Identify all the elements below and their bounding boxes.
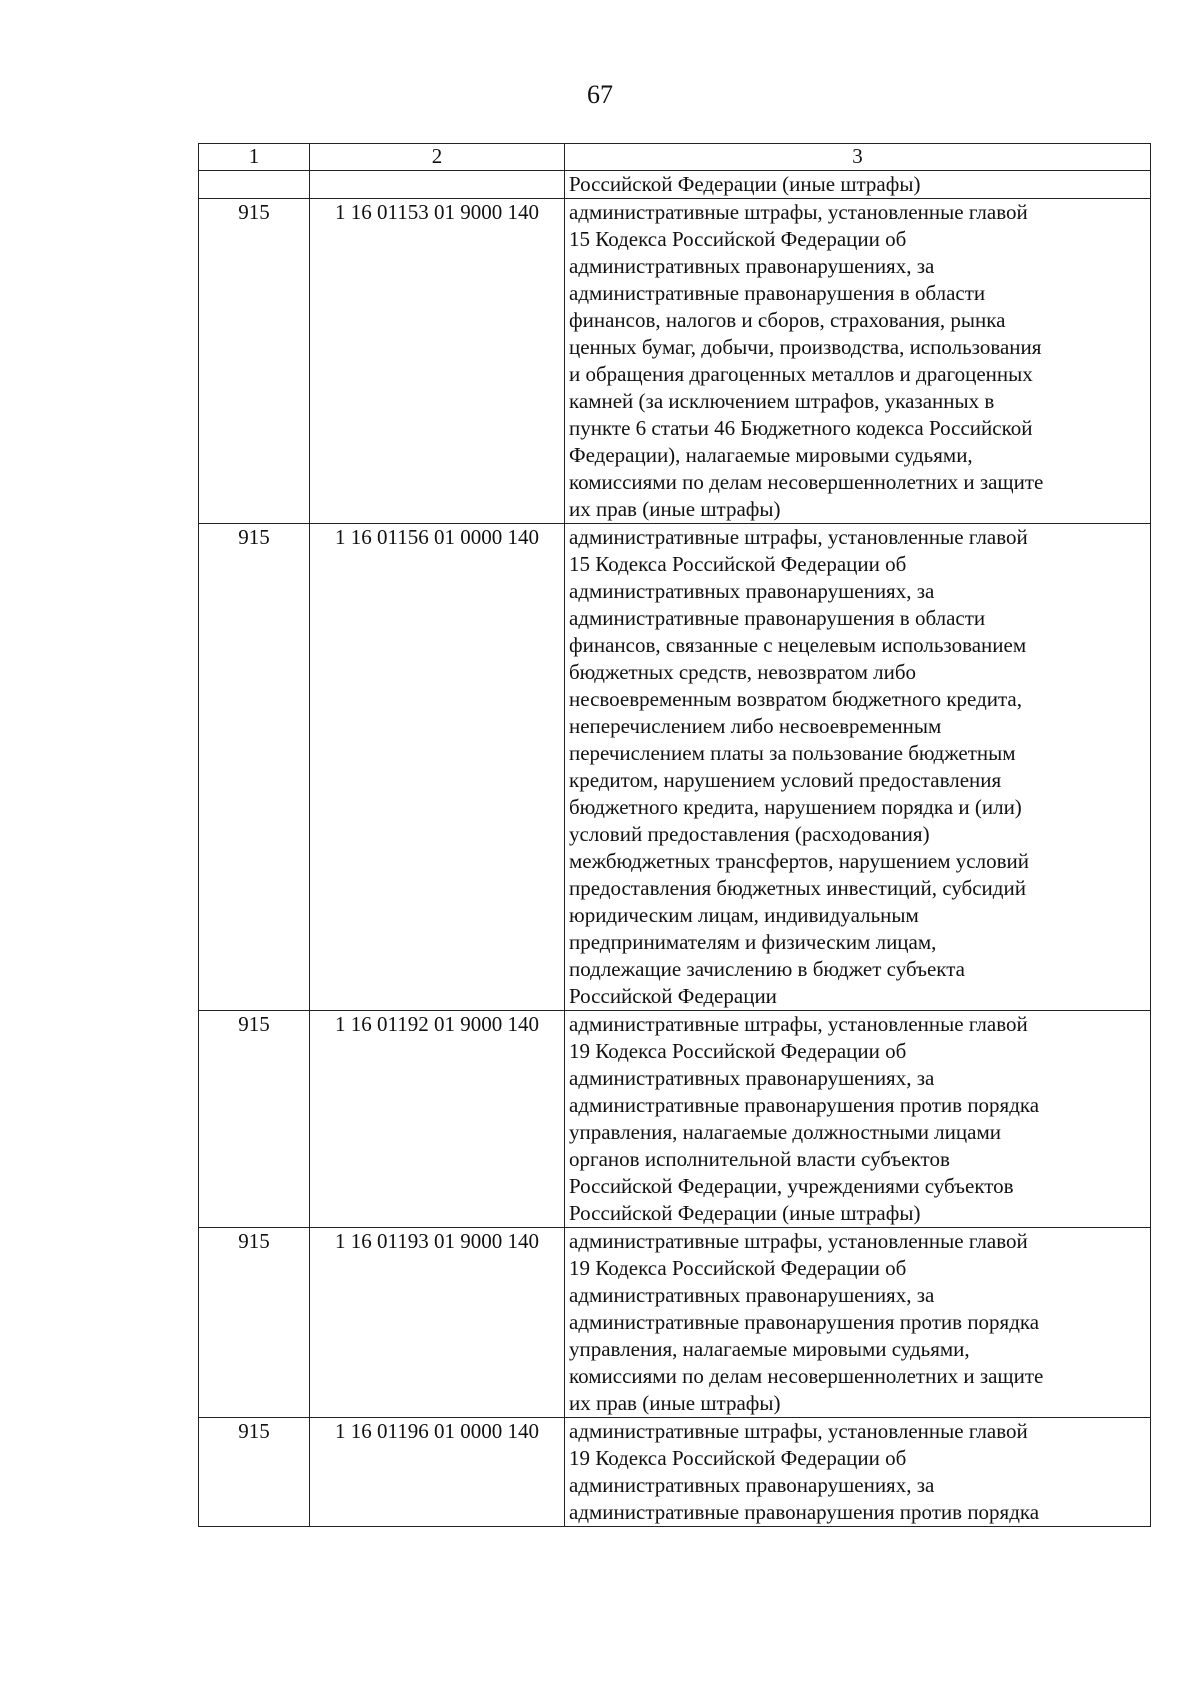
revenue-name-line: административных правонарушениях, за — [569, 1473, 935, 1497]
revenue-name-cell — [565, 524, 1151, 1011]
revenue-name-line: пункте 6 статьи 46 Бюджетного кодекса Российской — [569, 416, 1033, 440]
revenue-name-line: несвоевременным возвратом бюджетного кредита, — [569, 687, 1022, 711]
revenue-name-line: комиссиями по делам несовершеннолетних и защите — [569, 470, 1044, 494]
revenue-name-line: перечислением платы за пользование бюджетным — [569, 741, 1016, 765]
revenue-name-line: 19 Кодекса Российской Федерации об — [569, 1446, 907, 1470]
revenue-name-line: 19 Кодекса Российской Федерации об — [569, 1039, 907, 1063]
revenue-name-cell — [565, 199, 1151, 524]
revenue-name-cell — [565, 1418, 1151, 1527]
table-row — [199, 199, 1151, 524]
revenue-name-line: предпринимателям и физическим лицам, — [569, 930, 937, 954]
admin-code-cell: 915 — [199, 199, 310, 524]
revenue-name-line: административные штрафы, установленные главой — [569, 1012, 1028, 1036]
revenue-name-line: органов исполнительной власти субъектов — [569, 1147, 950, 1171]
revenue-name-line: административные правонарушения против порядка — [569, 1500, 1040, 1524]
continuation-text-line: Российской Федерации (иные штрафы) — [569, 172, 921, 196]
admin-code-cell: 915 — [199, 524, 310, 1011]
revenue-name-line: административных правонарушениях, за — [569, 254, 935, 278]
admin-code-cell: 915 — [199, 1228, 310, 1418]
header-col-2: 2 — [310, 144, 565, 171]
revenue-name-line: 19 Кодекса Российской Федерации об — [569, 1256, 907, 1280]
revenue-name-line: Федерации), налагаемые мировыми судьями, — [569, 443, 973, 467]
continuation-code-cell — [199, 171, 310, 199]
continuation-row — [199, 171, 1151, 199]
revenue-name-line: бюджетного кредита, нарушением порядка и (или) — [569, 795, 1022, 819]
revenue-name-line: кредитом, нарушением условий предоставления — [569, 768, 1002, 792]
table-body — [199, 171, 1151, 1527]
admin-code-cell: 915 — [199, 1418, 310, 1527]
budget-codes-table — [198, 143, 1151, 1527]
revenue-name-line: Российской Федерации, учреждениями субъектов — [569, 1174, 1014, 1198]
revenue-name-line: ценных бумаг, добычи, производства, использования — [569, 335, 1042, 359]
table-row — [199, 1011, 1151, 1228]
revenue-name-line: административные правонарушения в области — [569, 281, 986, 305]
revenue-name-cell — [565, 1228, 1151, 1418]
revenue-name-line: комиссиями по делам несовершеннолетних и защите — [569, 1364, 1044, 1388]
revenue-name-line: административных правонарушениях, за — [569, 1283, 935, 1307]
budget-classification-code-cell: 1 16 01153 01 9000 140 — [310, 199, 565, 524]
revenue-name-line: их прав (иные штрафы) — [569, 1391, 781, 1415]
revenue-name-line: Российской Федерации — [569, 984, 777, 1008]
admin-code-cell: 915 — [199, 1011, 310, 1228]
revenue-name-line: юридическим лицам, индивидуальным — [569, 903, 919, 927]
page-number: 67 — [587, 80, 613, 109]
revenue-name-cell — [565, 1011, 1151, 1228]
header-col-3: 3 — [565, 144, 1151, 171]
revenue-name-line: административные штрафы, установленные главой — [569, 1419, 1028, 1443]
table-row — [199, 524, 1151, 1011]
budget-classification-code-cell: 1 16 01193 01 9000 140 — [310, 1228, 565, 1418]
revenue-name-line: административные правонарушения против порядка — [569, 1093, 1040, 1117]
revenue-name-line: предоставления бюджетных инвестиций, субсидий — [569, 876, 1026, 900]
revenue-name-line: административные штрафы, установленные главой — [569, 525, 1028, 549]
table-header-row — [199, 144, 1151, 171]
revenue-name-line: условий предоставления (расходования) — [569, 822, 930, 846]
revenue-name-line: управления, налагаемые мировыми судьями, — [569, 1337, 970, 1361]
header-col-1: 1 — [199, 144, 310, 171]
revenue-name-line: камней (за исключением штрафов, указанных в — [569, 389, 995, 413]
revenue-name-line: межбюджетных трансфертов, нарушением условий — [569, 849, 1030, 873]
revenue-name-line: бюджетных средств, невозвратом либо — [569, 660, 917, 684]
budget-classification-code-cell: 1 16 01156 01 0000 140 — [310, 524, 565, 1011]
budget-classification-code-cell: 1 16 01192 01 9000 140 — [310, 1011, 565, 1228]
revenue-name-line: неперечислением либо несвоевременным — [569, 714, 942, 738]
revenue-name-line: их прав (иные штрафы) — [569, 497, 781, 521]
revenue-name-line: 15 Кодекса Российской Федерации об — [569, 552, 907, 576]
revenue-name-line: административные правонарушения против порядка — [569, 1310, 1040, 1334]
continuation-name-cell — [565, 171, 1151, 199]
continuation-kbk-cell — [310, 171, 565, 199]
revenue-name-line: 15 Кодекса Российской Федерации об — [569, 227, 907, 251]
revenue-name-line: финансов, связанные с нецелевым использованием — [569, 633, 1027, 657]
revenue-name-line: подлежащие зачислению в бюджет субъекта — [569, 957, 965, 981]
table-row — [199, 1418, 1151, 1527]
budget-classification-code-cell: 1 16 01196 01 0000 140 — [310, 1418, 565, 1527]
revenue-name-line: Российской Федерации (иные штрафы) — [569, 1201, 921, 1225]
revenue-name-line: административных правонарушениях, за — [569, 1066, 935, 1090]
revenue-name-line: административных правонарушениях, за — [569, 579, 935, 603]
revenue-name-line: административные штрафы, установленные главой — [569, 200, 1028, 224]
revenue-name-line: финансов, налогов и сборов, страхования, рынка — [569, 308, 1006, 332]
table-row — [199, 1228, 1151, 1418]
revenue-name-line: управления, налагаемые должностными лицами — [569, 1120, 1001, 1144]
revenue-name-line: и обращения драгоценных металлов и драгоценных — [569, 362, 1033, 386]
revenue-name-line: административные правонарушения в области — [569, 606, 986, 630]
revenue-name-line: административные штрафы, установленные главой — [569, 1229, 1028, 1253]
